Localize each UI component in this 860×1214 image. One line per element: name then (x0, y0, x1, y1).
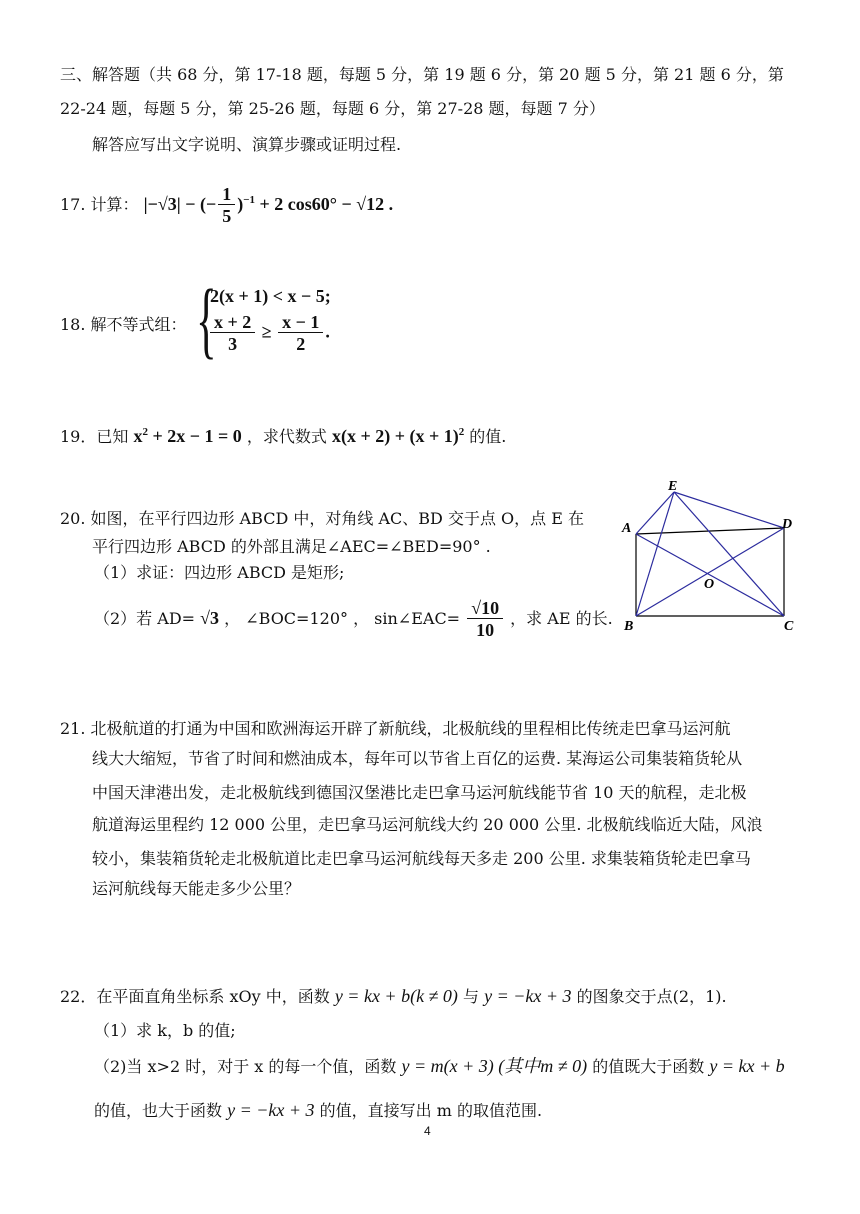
parallelogram-figure (618, 478, 808, 638)
label-D: D (782, 517, 793, 532)
q18-inequality-1: 2(x + 1) < x − 5; (210, 286, 331, 306)
question-17 (60, 180, 393, 227)
label-C: C (784, 619, 794, 634)
q18-label: 18. 解不等式组： (60, 315, 187, 334)
q17-expression: |−√3| − (− $\frac{1}{5}$ )$^{-1}$ + 2 cos60° − √12 . (143, 184, 394, 227)
q22-part1: （1）求 k，b 的值; (94, 1021, 236, 1040)
q21-line6: 运河航线每天能走多少公里？ (92, 879, 301, 898)
q21-line4: 航道海运里程约 12 000 公里，走巴拿马运河航线大约 20 000 公里. 北极航线临近大陆，风浪 (92, 815, 763, 834)
q20-part1: （1）求证：四边形 ABCD 是矩形; (94, 563, 345, 582)
q21-line3: 中国天津港出发，走北极航线到德国汉堡港比走巴拿马运河航线能节省 10 天的航程，走北极 (92, 783, 747, 802)
q20-line2: 平行四边形 ABCD 的外部且满足∠AEC=∠BED=90° . (92, 537, 491, 556)
q22-part2-cont: 的值，也大于函数 y = −kx + 3 的值，直接写出 m 的取值范围. (94, 1100, 543, 1120)
q18-brace: { (196, 271, 217, 367)
q19-text-c: 的值. (469, 427, 507, 446)
q19-equation: $x^2 + 2x - 1 = 0$ (133, 426, 242, 446)
q18-inequality-2: $\frac{x + 2}{3}$ ≥ $\frac{x - 1}{2}$ . (208, 312, 330, 355)
q22-part2: （2)当 x>2 时，对于 x 的每一个值，函数 y = m(x + 3) (其中m ≠ 0) 的值既大于函数 y = kx + b (94, 1056, 785, 1076)
question-19 (60, 424, 506, 447)
label-O: O (704, 577, 715, 592)
label-B: B (624, 619, 634, 634)
page-number: 4 (424, 1124, 431, 1138)
label-E: E (668, 479, 678, 494)
q21-line2: 线大大缩短，节省了时间和燃油成本，每年可以节省上百亿的运费. 某海运公司集装箱货轮从 (92, 749, 743, 768)
q17-label: 17. 计算： (60, 195, 139, 214)
q19-text-a: 19．已知 (60, 427, 129, 446)
section-instruction: 解答应写出文字说明、演算步骤或证明过程. (92, 135, 402, 154)
section-header-line1: 三、解答题（共 68 分，第 17-18 题，每题 5 分，第 19 题 6 分，第 20 题 5 分，第 21 题 6 分，第 (60, 65, 784, 84)
q22-line1: 22．在平面直角坐标系 xOy 中，函数 y = kx + b(k ≠ 0) 与 y = −kx + 3 的图象交于点(2，1). (60, 986, 727, 1006)
q20-line1: 20. 如图，在平行四边形 ABCD 中，对角线 AC、BD 交于点 O，点 E 在 (60, 509, 584, 528)
q20-part2: （2）若 AD= √3 ， ∠BOC=120° ， sin∠EAC= $\frac{√10}{10}$ ，求 AE 的长. (94, 598, 613, 640)
label-A: A (622, 521, 632, 536)
q19-text-b: ，求代数式 (246, 427, 327, 446)
section-header-line2: 22-24 题，每题 5 分，第 25-26 题，每题 6 分，第 27-28 题，每题 7 分） (60, 99, 605, 118)
q19-expression: $x(x + 2) + (x + 1)^2$ (331, 426, 465, 446)
q21-line5: 较小，集装箱货轮走北极航道比走巴拿马运河航线每天多走 200 公里. 求集装箱货轮走巴拿马 (92, 849, 751, 868)
q21-line1: 21. 北极航道的打通为中国和欧洲海运开辟了新航线，北极航线的里程相比传统走巴拿马运河航 (60, 719, 731, 738)
q17-tail: + 2 cos60° − √12 . (259, 194, 394, 214)
